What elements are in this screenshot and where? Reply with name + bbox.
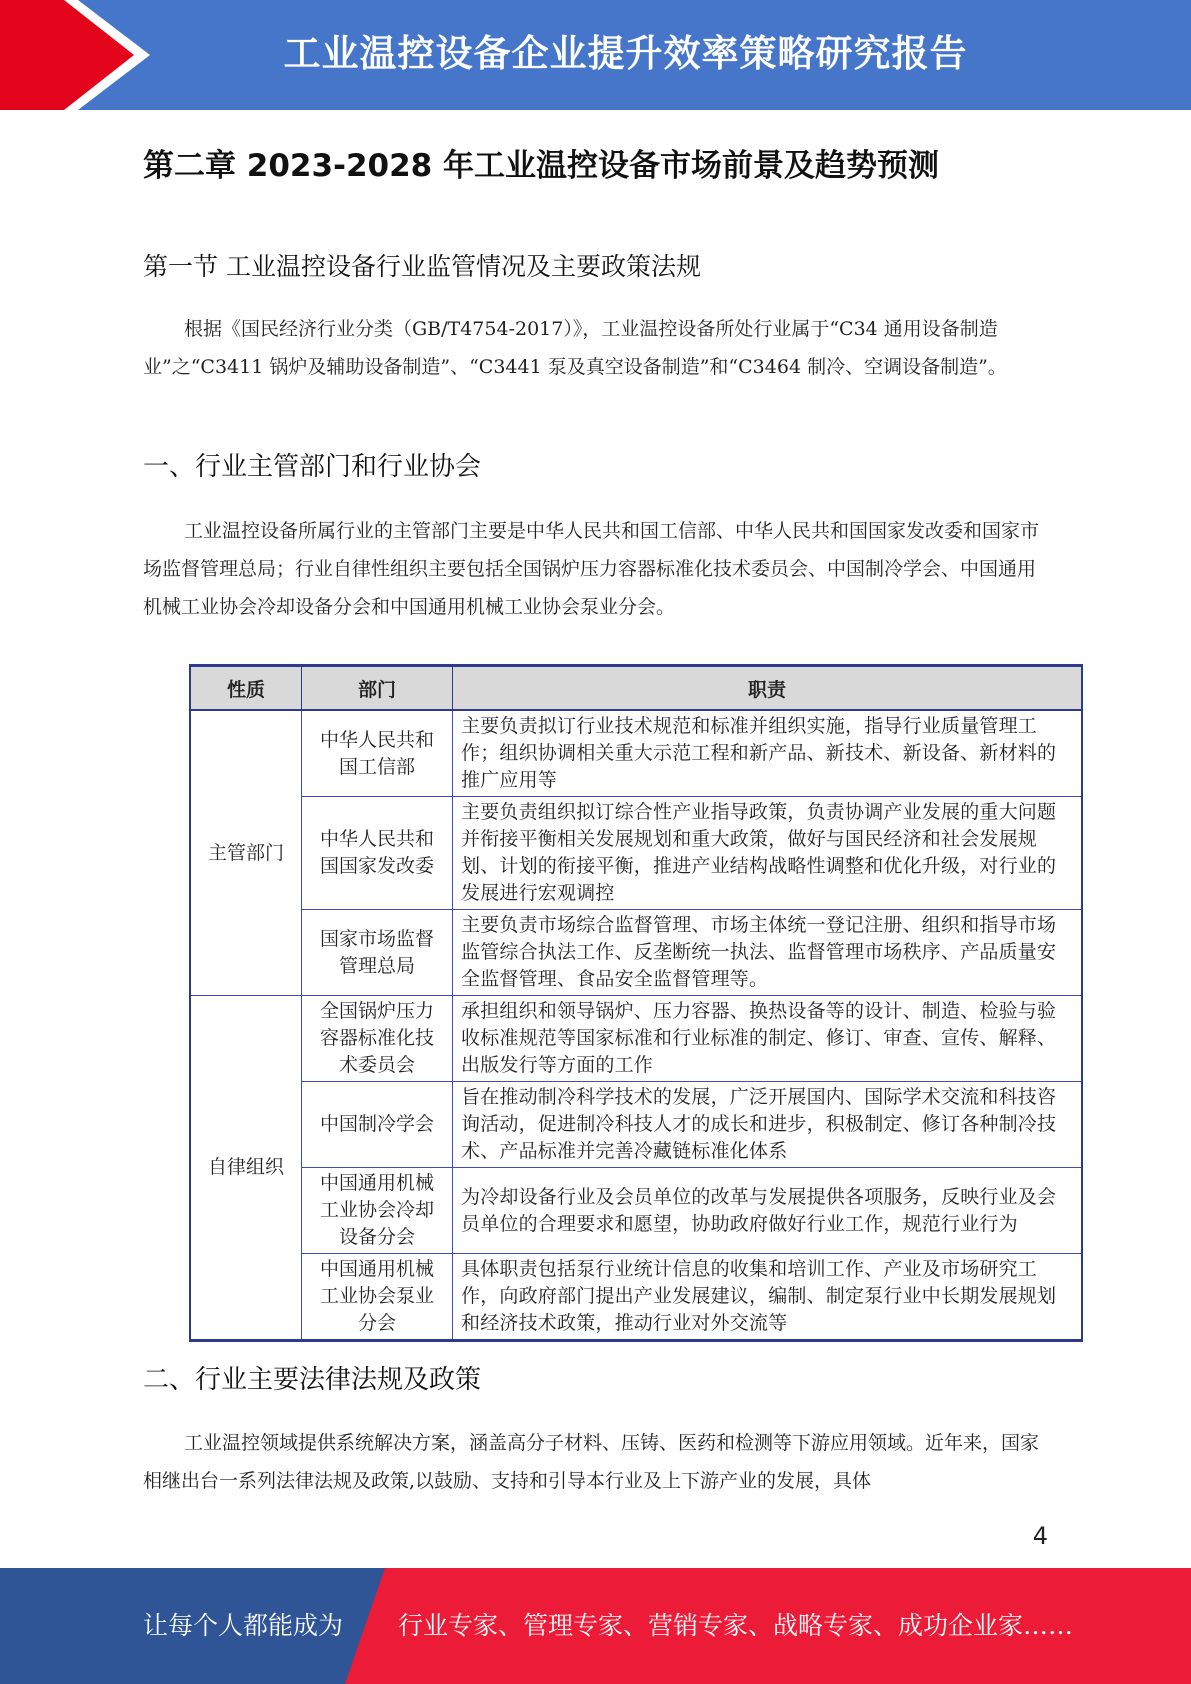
table-row xyxy=(190,1254,1082,1341)
duty-cell: 主要负责组织拟订综合性产业指导政策，负责协调产业发展的重大问题并衔接平衡相关发展规划和重大政策，做好与国民经济和社会发展规划、计划的衔接平衡，推进产业结构战略性调整和优化升级，对行业的发展进行宏观调控 xyxy=(453,797,1083,910)
table-row xyxy=(190,1168,1082,1254)
footer-banner xyxy=(0,1568,1191,1684)
dept-cell: 全国锅炉压力容器标准化技术委员会 xyxy=(302,996,453,1082)
table-row xyxy=(190,710,1082,797)
header-duties: 职责 xyxy=(453,666,1083,711)
header-department: 部门 xyxy=(302,666,453,711)
duty-cell: 承担组织和领导锅炉、压力容器、换热设备等的设计、制造、检验与验收标准规范等国家标准和行业标准的制定、修订、审查、宣传、解释、出版发行等方面的工作 xyxy=(453,996,1083,1082)
duty-cell: 主要负责市场综合监督管理、市场主体统一登记注册、组织和指导市场监管综合执法工作、反垄断统一执法、监督管理市场秩序、产品质量安全监督管理、食品安全监督管理等。 xyxy=(453,910,1083,996)
authorities-paragraph: 工业温控设备所属行业的主管部门主要是中华人民共和国工信部、中华人民共和国国家发改委和国家市场监督管理总局；行业自律性组织主要包括全国锅炉压力容器标准化技术委员会、中国制冷学会、中国通用机械工业协会冷却设备分会和中国通用机械工业协会泵业分会。 xyxy=(143,520,1040,618)
dept-cell: 中国通用机械工业协会泵业分会 xyxy=(302,1254,453,1341)
dept-cell: 中华人民共和国国家发改委 xyxy=(302,797,453,910)
duty-cell: 旨在推动制冷科学技术的发展，广泛开展国内、国际学术交流和科技咨询活动，促进制冷科技人才的成长和进步，积极制定、修订各种制冷技术、产品标准并完善冷藏链标准化体系 xyxy=(453,1082,1083,1168)
heading-laws-policies: 二、行业主要法律法规及政策 xyxy=(143,1365,482,1395)
table-row xyxy=(190,910,1082,996)
report-title: 工业温控设备企业提升效率策略研究报告 xyxy=(283,32,968,75)
table-row xyxy=(190,1082,1082,1168)
intro-paragraph: 根据《国民经济行业分类（GB/T4754-2017）》，工业温控设备所处行业属于“C34 通用设备制造业”之“C3411 锅炉及辅助设备制造”、“C3441 泵及真空设备制造”和“C3464 制冷、空调设备制造”。 xyxy=(143,318,1007,378)
section-title: 第一节 工业温控设备行业监管情况及主要政策法规 xyxy=(143,252,701,281)
table-row xyxy=(190,996,1082,1082)
heading-industry-authorities: 一、行业主管部门和行业协会 xyxy=(143,452,482,482)
duty-cell: 为冷却设备行业及会员单位的改革与发展提供各项服务，反映行业及会员单位的合理要求和愿望，协助政府做好行业工作，规范行业行为 xyxy=(453,1168,1083,1254)
chapter-title: 第二章 2023-2028 年工业温控设备市场前景及趋势预测 xyxy=(143,148,940,184)
authorities-table xyxy=(189,664,1083,1342)
dept-cell: 中华人民共和国工信部 xyxy=(302,710,453,797)
dept-cell: 国家市场监督管理总局 xyxy=(302,910,453,996)
table-row xyxy=(190,797,1082,910)
duty-cell: 具体职责包括泵行业统计信息的收集和培训工作、产业及市场研究工作，向政府部门提出产业发展建议，编制、制定泵行业中长期发展规划和经济技术政策，推动行业对外交流等 xyxy=(453,1254,1083,1341)
dept-cell: 中国通用机械工业协会冷却设备分会 xyxy=(302,1168,453,1254)
page-number: 4 xyxy=(1032,1522,1048,1550)
table-header-row xyxy=(190,666,1082,711)
nature-cell: 主管部门 xyxy=(190,710,302,996)
footer-slogan-right: 行业专家、管理专家、营销专家、战略专家、成功企业家…… xyxy=(398,1611,1074,1640)
dept-cell: 中国制冷学会 xyxy=(302,1082,453,1168)
laws-paragraph: 工业温控领域提供系统解决方案，涵盖高分子材料、压铸、医药和检测等下游应用领域。近年来，国家相继出台一系列法律法规及政策,以鼓励、支持和引导本行业及上下游产业的发展，具体 xyxy=(143,1432,1040,1492)
footer-slogan-left: 让每个人都能成为 xyxy=(143,1611,344,1640)
header-banner xyxy=(0,0,1191,110)
header-nature: 性质 xyxy=(190,666,302,711)
nature-cell: 自律组织 xyxy=(190,996,302,1341)
duty-cell: 主要负责拟订行业技术规范和标准并组织实施，指导行业质量管理工作；组织协调相关重大示范工程和新产品、新技术、新设备、新材料的推广应用等 xyxy=(453,710,1083,797)
